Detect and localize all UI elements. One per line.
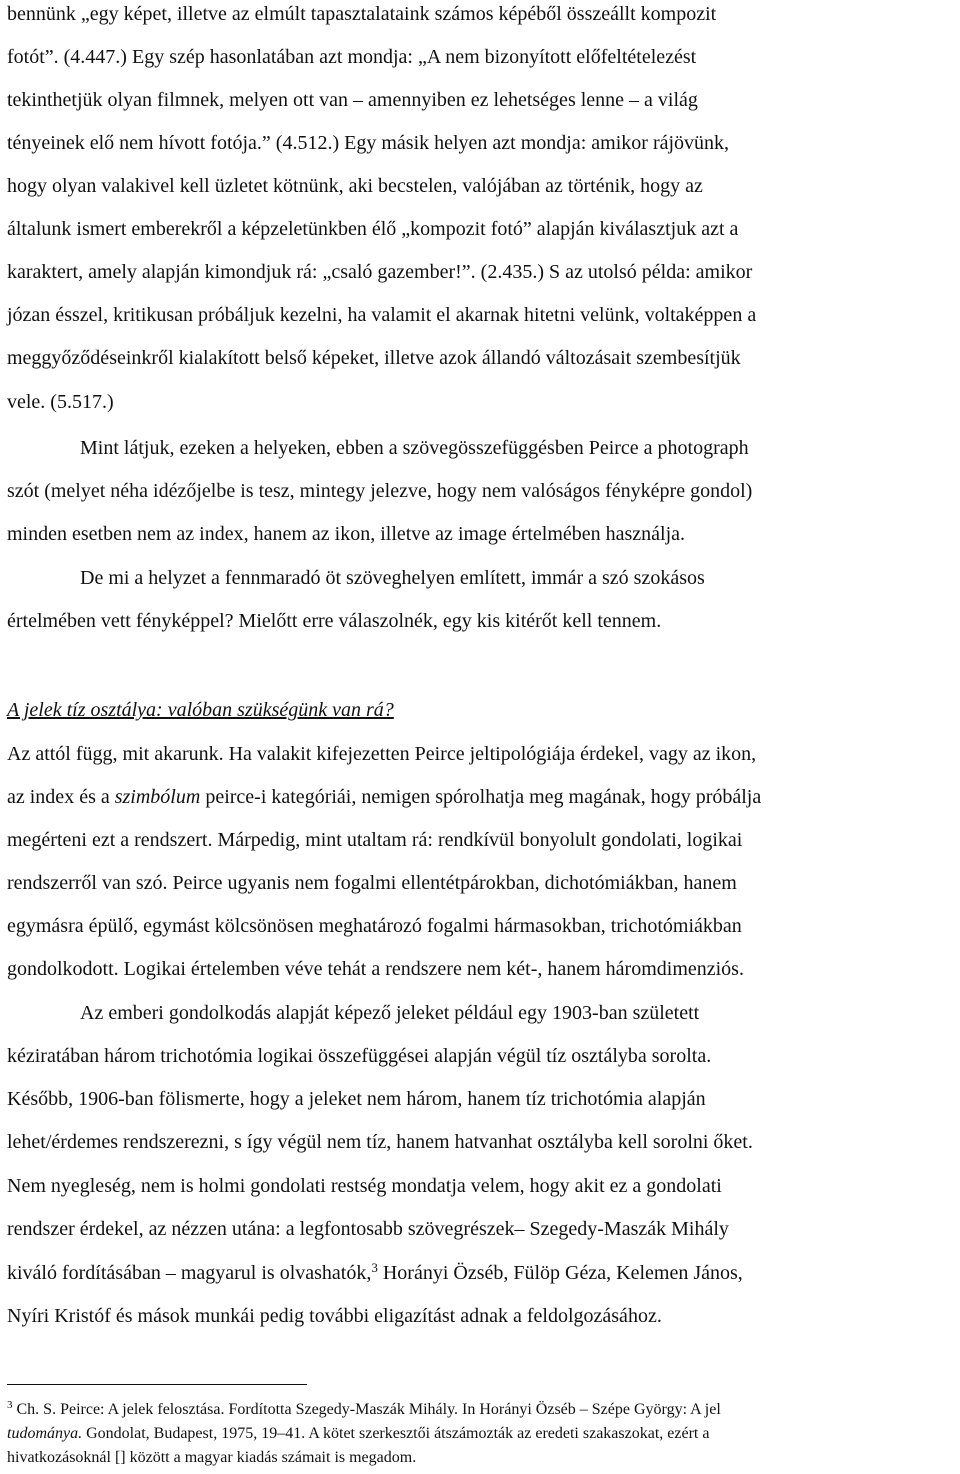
text-line: megérteni ezt a rendszert. Márpedig, mint utaltam rá: rendkívül bonyolult gondolati, logikai xyxy=(7,829,743,851)
paragraph-start: De mi a helyzet a fennmaradó öt szöveghelyen említett, immár a szó szokásos xyxy=(80,567,705,589)
footnote-text: Ch. S. Peirce: A jelek felosztása. Fordította Szegedy-Maszák Mihály. In Horányi Özséb – Szépe György: A jel xyxy=(12,1401,721,1418)
text-line: rendszer érdekel, az nézzen utána: a legfontosabb szövegrészek– Szegedy-Maszák Mihály xyxy=(7,1218,729,1240)
text-line: fotót”. (4.447.) Egy szép hasonlatában azt mondja: „A nem bizonyított előfeltételezést xyxy=(7,46,697,68)
text-span: az index és a xyxy=(7,786,115,808)
footnote-marker: 3 xyxy=(7,1399,13,1411)
text-line: minden esetben nem az index, hanem az ikon, illetve az image értelmében használja. xyxy=(7,523,686,545)
text-line: hogy olyan valakivel kell üzletet kötnünk, aki becstelen, valójában az történik, hogy az xyxy=(7,175,703,197)
text-line: bennünk „egy képet, illetve az elmúlt tapasztalataink számos képéből összeállt kompozit xyxy=(7,3,717,25)
footnote-line xyxy=(7,1400,721,1420)
emphasized-term: szimbólum xyxy=(114,786,201,808)
footnote-line: hivatkozásoknál [] között a magyar kiadás számait is megadom. xyxy=(7,1449,417,1466)
text-span: Horányi Özséb, Fülöp Géza, Kelemen János, xyxy=(377,1262,743,1284)
paragraph-start: Mint látjuk, ezeken a helyeken, ebben a szövegösszefüggésben Peirce a photograph xyxy=(80,437,749,459)
text-line: rendszerről van szó. Peirce ugyanis nem fogalmi ellentétpárokban, dichotómiákban, hanem xyxy=(7,872,737,894)
text-line: szót (melyet néha idézőjelbe is tesz, mintegy jelezve, hogy nem valóságos fényképre gondol) xyxy=(7,480,753,502)
text-line: gondolkodott. Logikai értelemben véve tehát a rendszere nem két-, hanem háromdimenziós. xyxy=(7,958,744,980)
footnote-separator xyxy=(7,1384,307,1385)
text-span: kiváló fordításában – magyarul is olvashatók, xyxy=(7,1262,372,1284)
text-span: peirce-i kategóriái, nemigen spórolhatja meg magának, hogy próbálja xyxy=(200,786,762,808)
footnote-title-emph: tudománya. xyxy=(7,1425,83,1442)
text-line xyxy=(7,785,761,809)
text-line: Nyíri Kristóf és mások munkái pedig további eligazítást adnak a feldolgozásához. xyxy=(7,1305,662,1327)
text-line: kéziratában három trichotómia logikai összefüggései alapján végül tíz osztályba sorolta. xyxy=(7,1045,712,1067)
text-line xyxy=(7,1261,743,1285)
text-line: tényeinek elő nem hívott fotója.” (4.512.) Egy másik helyen azt mondja: amikor rájövünk, xyxy=(7,132,730,154)
text-line: lehet/érdemes rendszerezni, s így végül nem tíz, hanem hatvanhat osztályba kell sorolni őket. xyxy=(7,1131,753,1153)
text-line: értelmében vett fényképpel? Mielőtt erre válaszolnék, egy kis kitérőt kell tennem. xyxy=(7,610,662,632)
text-line: általunk ismert emberekről a képzeletünkben élő „kompozit fotó” alapján kiválasztjuk azt a xyxy=(7,218,739,240)
text-line: Később, 1906-ban fölismerte, hogy a jeleket nem három, hanem tíz trichotómia alapján xyxy=(7,1088,706,1110)
text-line: józan ésszel, kritikusan próbáljuk kezelni, ha valamit el akarnak hitetni velünk, voltaképpen a xyxy=(7,304,757,326)
footnote-line xyxy=(7,1424,709,1444)
text-line: Az attól függ, mit akarunk. Ha valakit kifejezetten Peirce jeltipológiája érdekel, vagy az ikon, xyxy=(7,743,757,765)
section-heading: A jelek tíz osztálya: valóban szükségünk van rá? xyxy=(7,699,394,721)
paragraph-start: Az emberi gondolkodás alapját képező jeleket például egy 1903-ban született xyxy=(80,1002,700,1024)
footnote-reference[interactable]: 3 xyxy=(371,1260,378,1275)
text-line: meggyőződéseinkről kialakított belső képeket, illetve azok állandó változásait szembesítjük xyxy=(7,347,741,369)
text-line: Nem nyegleség, nem is holmi gondolati restség mondatja velem, hogy akit ez a gondolati xyxy=(7,1175,722,1197)
text-line: tekinthetjük olyan filmnek, melyen ott van – amennyiben ez lehetséges lenne – a világ xyxy=(7,89,698,111)
text-line: karaktert, amely alapján kimondjuk rá: „csaló gazember!”. (2.435.) S az utolsó példa: amikor xyxy=(7,261,753,283)
text-line: egymásra épülő, egymást kölcsönösen meghatározó fogalmi hármasokban, trichotómiákban xyxy=(7,915,742,937)
footnote-text: Gondolat, Budapest, 1975, 19–41. A kötet szerkesztői átszámozták az eredeti szakaszokat, ezért a xyxy=(82,1425,710,1442)
text-line: vele. (5.517.) xyxy=(7,391,114,413)
